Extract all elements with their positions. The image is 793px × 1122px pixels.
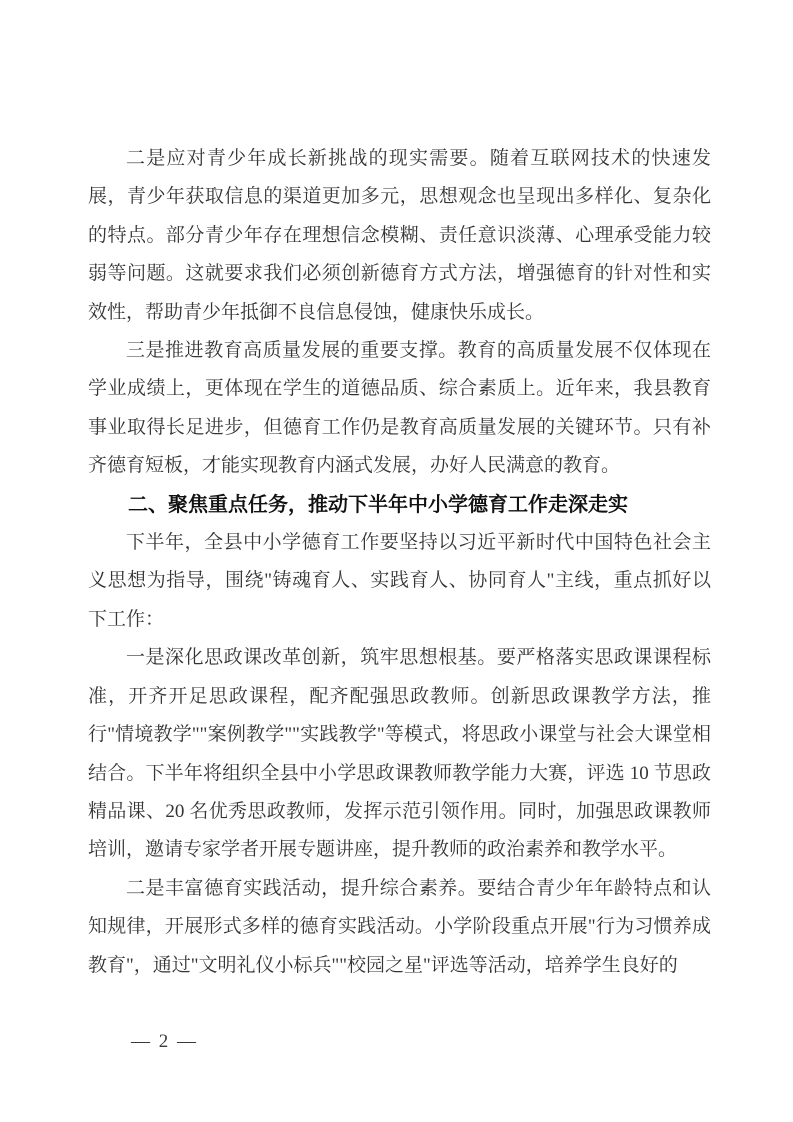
document-body bbox=[88, 140, 711, 985]
paragraph-task-two-practice-activities: 二是丰富德育实践活动，提升综合素养。要结合青少年年龄特点和认知规律，开展形式多样的德育实践活动。小学阶段重点开展"行为习惯养成教育"，通过"文明礼仪小标兵""校园之星"评选等活动，培养学生良好的 bbox=[88, 877, 711, 976]
paragraph-point-three-quality: 三是推进教育高质量发展的重要支撑。教育的高质量发展不仅体现在学业成绩上，更体现在学生的道德品质、综合素质上。近年来，我县教育事业取得长足进步，但德育工作仍是教育高质量发展的关键环节。只有补齐德育短板，才能实现教育内涵式发展，办好人民满意的教育。 bbox=[88, 340, 711, 477]
section-heading-part-two: 二、聚焦重点任务，推动下半年中小学德育工作走深走实 bbox=[128, 493, 628, 516]
page-number: — 2 — bbox=[131, 1031, 198, 1052]
paragraph-second-half-overview: 下半年，全县中小学德育工作要坚持以习近平新时代中国特色社会主义思想为指导，围绕"铸魂育人、实践育人、协同育人"主线，重点抓好以下工作： bbox=[88, 532, 711, 630]
paragraph-point-two-challenges: 二是应对青少年成长新挑战的现实需要。随着互联网技术的快速发展，青少年获取信息的渠道更加多元，思想观念也呈现出多样化、复杂化的特点。部分青少年存在理想信念模糊、责任意识淡薄、心理承受能力较弱等问题。这就要求我们必须创新德育方式方法，增强德育的针对性和实效性，帮助青少年抵御不良信息侵蚀，健康快乐成长。 bbox=[88, 148, 711, 323]
paragraph-task-one-ideology-courses: 一是深化思政课改革创新，筑牢思想根基。要严格落实思政课课程标准，开齐开足思政课程，配齐配强思政教师。创新思政课教学方法，推行"情境教学""案例教学""实践教学"等模式，将思政小课堂与社会大课堂相结合。下半年将组织全县中小学思政课教师教学能力大赛，评选 10 节思政精品课、20 名优秀思政教师，发挥示范引领作用。同时，加强思政课教师培训，邀请专家学者开展专题讲座，提升教师的政治素养和教学水平。 bbox=[88, 647, 711, 861]
